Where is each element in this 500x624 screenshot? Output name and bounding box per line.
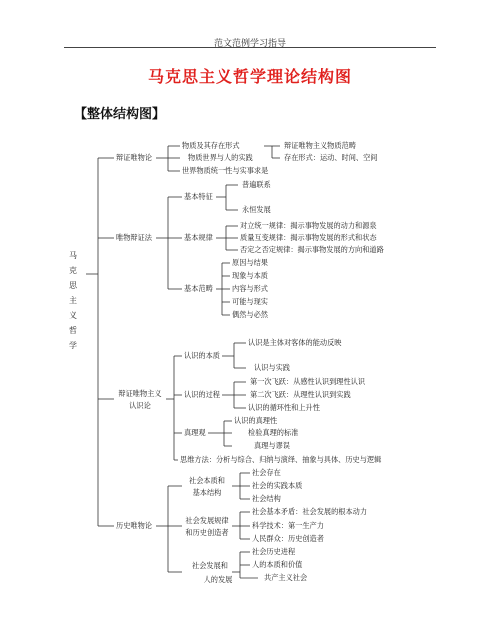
leaf-eternal-development: 永恒发展 xyxy=(242,205,271,214)
node-human-development: 社会发展和 人的发展 xyxy=(192,561,233,584)
node-nature-of-cognition: 认识的本质 xyxy=(184,351,220,360)
leaf-cause-effect: 原因与结果 xyxy=(232,258,268,267)
note-matter-category: 辩证唯物主义物质范畴 xyxy=(284,141,356,150)
leaf-negation-of-negation: 否定之否定规律：揭示事物发展的方向和道路 xyxy=(240,245,384,254)
page-title: 马克思主义哲学理论结构图 xyxy=(147,67,352,86)
leaf-possibility-reality: 可能与现实 xyxy=(232,297,268,306)
section-heading: 【整体结构图】 xyxy=(74,107,166,122)
leaf-social-structure: 社会结构 xyxy=(252,494,281,503)
branch-historical-materialism: 历史唯物论 xyxy=(116,521,152,530)
leaf-social-existence: 社会存在 xyxy=(252,468,281,477)
leaf-cycle-ascent: 认识的循环性和上升性 xyxy=(248,403,320,412)
node-thinking-methods: 思维方法：分析与综合、归纳与演绎、抽象与具体、历史与逻辑 xyxy=(180,455,382,464)
page-header: 范文范例学习指导 xyxy=(213,39,286,49)
leaf-second-leap: 第二次飞跃：从理性认识到实践 xyxy=(250,390,351,399)
node-development-laws: 社会发展规律 和历史创造者 xyxy=(185,516,229,537)
leaf-unity-of-opposites: 对立统一规律：揭示事物发展的动力和源泉 xyxy=(240,221,377,230)
leaf-first-leap: 第一次飞跃：从感性认识到理性认识 xyxy=(250,377,366,386)
node-matter-practice: 物质世界与人的实践 xyxy=(188,153,253,162)
branch-materialist-dialectics: 唯物辩证法 xyxy=(116,233,152,242)
node-basic-categories: 基本范畴 xyxy=(184,284,213,293)
leaf-historical-process: 社会历史进程 xyxy=(252,547,296,556)
root-label: 马 克 思 主 义 哲 学 xyxy=(69,251,77,350)
leaf-cognition-practice: 认识与实践 xyxy=(254,363,290,372)
leaf-basic-contradiction: 社会基本矛盾：社会发展的根本动力 xyxy=(252,507,368,516)
node-basic-features: 基本特征 xyxy=(184,192,213,201)
leaf-cognition-reflection: 认识是主体对客体的能动反映 xyxy=(248,338,342,347)
leaf-social-practice: 社会的实践本质 xyxy=(252,481,303,490)
node-matter-forms: 物质及其存在形式 xyxy=(182,141,240,150)
leaf-truthfulness: 认识的真理性 xyxy=(234,416,278,425)
leaf-science-technology: 科学技术：第一生产力 xyxy=(252,521,324,530)
leaf-people-masses: 人民群众：历史创造者 xyxy=(252,534,324,543)
leaf-quantity-quality: 质量互变规律：揭示事物发展的形式和状态 xyxy=(240,233,377,242)
node-world-unity: 世界物质统一性与实事求是 xyxy=(182,166,269,175)
leaf-content-form: 内容与形式 xyxy=(232,284,268,293)
note-existence-forms: 存在形式：运动、时间、空间 xyxy=(284,153,378,162)
leaf-universal-connection: 普遍联系 xyxy=(242,180,271,189)
node-view-of-truth: 真理观 xyxy=(184,428,206,437)
node-cognition-process: 认识的过程 xyxy=(184,390,220,399)
leaf-communist-society: 共产主义社会 xyxy=(264,573,308,582)
node-society-structure: 社会本质和 基本结构 xyxy=(189,476,225,497)
leaf-human-value: 人的本质和价值 xyxy=(252,560,303,569)
branch-epistemology: 辩证唯物主义 认识论 xyxy=(118,389,162,410)
branch-dialectical-materialism: 辩证唯物论 xyxy=(116,153,152,162)
leaf-phenomenon-essence: 现象与本质 xyxy=(232,271,268,280)
node-basic-laws: 基本规律 xyxy=(184,233,213,242)
leaf-truth-fallacy: 真理与谬误 xyxy=(254,441,290,450)
leaf-truth-criterion: 检验真理的标准 xyxy=(248,428,299,437)
leaf-chance-necessity: 偶然与必然 xyxy=(232,310,268,319)
